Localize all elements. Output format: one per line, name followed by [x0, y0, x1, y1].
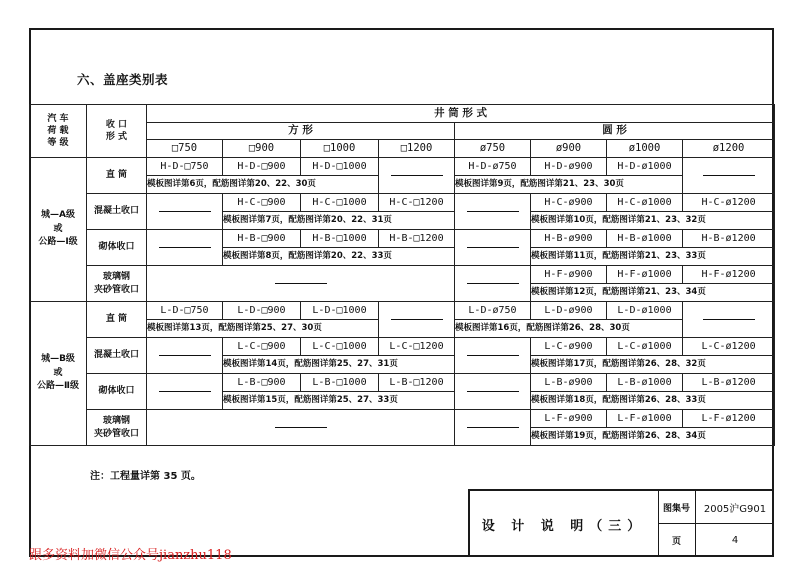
code-cell: H-D-ø1000 — [607, 158, 683, 176]
table-row — [30, 410, 775, 428]
code-cell: H-F-ø1000 — [607, 266, 683, 284]
drawing-title: 设 计 说 明（三） — [470, 491, 659, 557]
empty-cell — [379, 158, 455, 194]
cover-type-table — [29, 104, 775, 446]
section-title: 六、盖座类别表 — [77, 72, 169, 87]
code-cell: H-C-ø1200 — [683, 194, 775, 212]
empty-cell — [147, 194, 223, 230]
empty-cell — [147, 338, 223, 374]
table-row — [30, 338, 775, 356]
code-cell: H-B-□1000 — [301, 230, 379, 248]
code-cell: L-F-ø1200 — [683, 410, 775, 428]
code-cell: H-B-ø1000 — [607, 230, 683, 248]
title-block — [468, 489, 774, 557]
row-type-straight: 直 筒 — [87, 158, 147, 194]
empty-cell — [147, 230, 223, 266]
code-cell: H-F-ø1200 — [683, 266, 775, 284]
table-row — [30, 158, 775, 176]
empty-cell — [147, 266, 455, 302]
empty-cell — [455, 266, 531, 302]
empty-cell — [455, 410, 531, 446]
code-cell: L-B-ø1200 — [683, 374, 775, 392]
code-cell: L-F-ø900 — [531, 410, 607, 428]
page-reference: 模板图详第6页，配筋图详第20、22、30页 — [147, 176, 379, 194]
square-header: 方 形 — [147, 123, 455, 140]
group-a-label: 城—A级 或 公路—Ⅰ级 — [30, 158, 87, 302]
page-reference: 模板图详第15页，配筋图详第25、27、33页 — [223, 392, 455, 410]
table-row — [30, 230, 775, 248]
code-cell: L-D-ø750 — [455, 302, 531, 320]
code-cell: L-B-□1000 — [301, 374, 379, 392]
footnote: 注：工程量详第 35 页。 — [90, 471, 201, 482]
code-cell: L-C-ø900 — [531, 338, 607, 356]
table-row — [30, 302, 775, 320]
size-header: ø900 — [531, 140, 607, 158]
code-cell: L-D-□900 — [223, 302, 301, 320]
code-cell: L-D-ø900 — [531, 302, 607, 320]
code-cell: H-C-ø1000 — [607, 194, 683, 212]
code-cell: H-D-ø750 — [455, 158, 531, 176]
page-reference: 模板图详第14页，配筋图详第25、27、31页 — [223, 356, 455, 374]
row-type-grp: 玻璃钢 夹砂管收口 — [87, 266, 147, 302]
load-grade-header: 汽 车 荷 载 等 级 — [30, 105, 87, 158]
page-label: 页 — [658, 524, 696, 557]
code-cell: L-F-ø1000 — [607, 410, 683, 428]
size-header: ø1000 — [607, 140, 683, 158]
code-cell: L-C-□900 — [223, 338, 301, 356]
page-number: 4 — [731, 535, 739, 546]
page-reference: 模板图详第18页，配筋图详第26、28、33页 — [531, 392, 775, 410]
code-cell: L-D-ø1000 — [607, 302, 683, 320]
header-row-1 — [30, 105, 775, 123]
code-cell: H-B-□900 — [223, 230, 301, 248]
size-header: □750 — [147, 140, 223, 158]
page-reference: 模板图详第12页，配筋图详第21、23、34页 — [531, 284, 775, 302]
neck-form-header: 收 口 形 式 — [87, 105, 147, 158]
empty-cell — [147, 410, 455, 446]
empty-cell — [683, 302, 775, 338]
atlas-number-label: 图集号 — [658, 491, 696, 524]
empty-cell — [455, 338, 531, 374]
row-type-concrete: 混凝土收口 — [87, 338, 147, 374]
code-cell: H-D-□1000 — [301, 158, 379, 176]
round-header: 圆 形 — [455, 123, 775, 140]
code-cell: H-B-□1200 — [379, 230, 455, 248]
code-cell: H-C-□900 — [223, 194, 301, 212]
empty-cell — [379, 302, 455, 338]
group-b-label: 城—B级 或 公路—Ⅱ级 — [30, 302, 87, 446]
atlas-number: 2005沪G901 — [696, 491, 774, 524]
code-cell: L-B-□1200 — [379, 374, 455, 392]
size-header: ø750 — [455, 140, 531, 158]
code-cell: L-C-ø1200 — [683, 338, 775, 356]
size-header: □1000 — [301, 140, 379, 158]
page-reference: 模板图详第7页，配筋图详第20、22、31页 — [223, 212, 455, 230]
watermark-text: 跟多资料加微信公众号jianzhu118 — [29, 548, 232, 563]
code-cell: L-B-ø900 — [531, 374, 607, 392]
code-cell: L-D-□1000 — [301, 302, 379, 320]
page-reference: 模板图详第11页，配筋图详第21、23、33页 — [531, 248, 775, 266]
size-header: ø1200 — [683, 140, 775, 158]
shaft-form-header: 井 筒 形 式 — [147, 105, 775, 123]
code-cell: L-B-ø1000 — [607, 374, 683, 392]
row-type-straight: 直 筒 — [87, 302, 147, 338]
page-reference: 模板图详第19页，配筋图详第26、28、34页 — [531, 428, 775, 446]
empty-cell — [455, 194, 531, 230]
empty-cell — [455, 374, 531, 410]
code-cell: H-D-□900 — [223, 158, 301, 176]
code-cell: L-C-ø1000 — [607, 338, 683, 356]
code-cell: L-C-□1000 — [301, 338, 379, 356]
empty-cell — [147, 374, 223, 410]
code-cell: L-D-□750 — [147, 302, 223, 320]
size-header: □900 — [223, 140, 301, 158]
code-cell: H-C-□1200 — [379, 194, 455, 212]
empty-cell — [683, 158, 775, 194]
page-reference: 模板图详第8页，配筋图详第20、22、33页 — [223, 248, 455, 266]
empty-cell — [455, 230, 531, 266]
code-cell: H-B-ø1200 — [683, 230, 775, 248]
page-reference: 模板图详第10页，配筋图详第21、23、32页 — [531, 212, 775, 230]
page-reference: 模板图详第17页，配筋图详第26、28、32页 — [531, 356, 775, 374]
page-reference: 模板图详第16页，配筋图详第26、28、30页 — [455, 320, 683, 338]
page-reference: 模板图详第9页，配筋图详第21、23、30页 — [455, 176, 683, 194]
row-type-concrete: 混凝土收口 — [87, 194, 147, 230]
table-row — [30, 266, 775, 284]
code-cell: H-C-□1000 — [301, 194, 379, 212]
table-row — [30, 194, 775, 212]
row-type-grp: 玻璃钢 夹砂管收口 — [87, 410, 147, 446]
row-type-masonry: 砌体收口 — [87, 374, 147, 410]
code-cell: H-D-ø900 — [531, 158, 607, 176]
row-type-masonry: 砌体收口 — [87, 230, 147, 266]
code-cell: H-C-ø900 — [531, 194, 607, 212]
code-cell: L-B-□900 — [223, 374, 301, 392]
code-cell: L-C-□1200 — [379, 338, 455, 356]
page-reference: 模板图详第13页，配筋图详第25、27、30页 — [147, 320, 379, 338]
table-row — [30, 374, 775, 392]
size-header: □1200 — [379, 140, 455, 158]
code-cell: H-B-ø900 — [531, 230, 607, 248]
code-cell: H-D-□750 — [147, 158, 223, 176]
code-cell: H-F-ø900 — [531, 266, 607, 284]
